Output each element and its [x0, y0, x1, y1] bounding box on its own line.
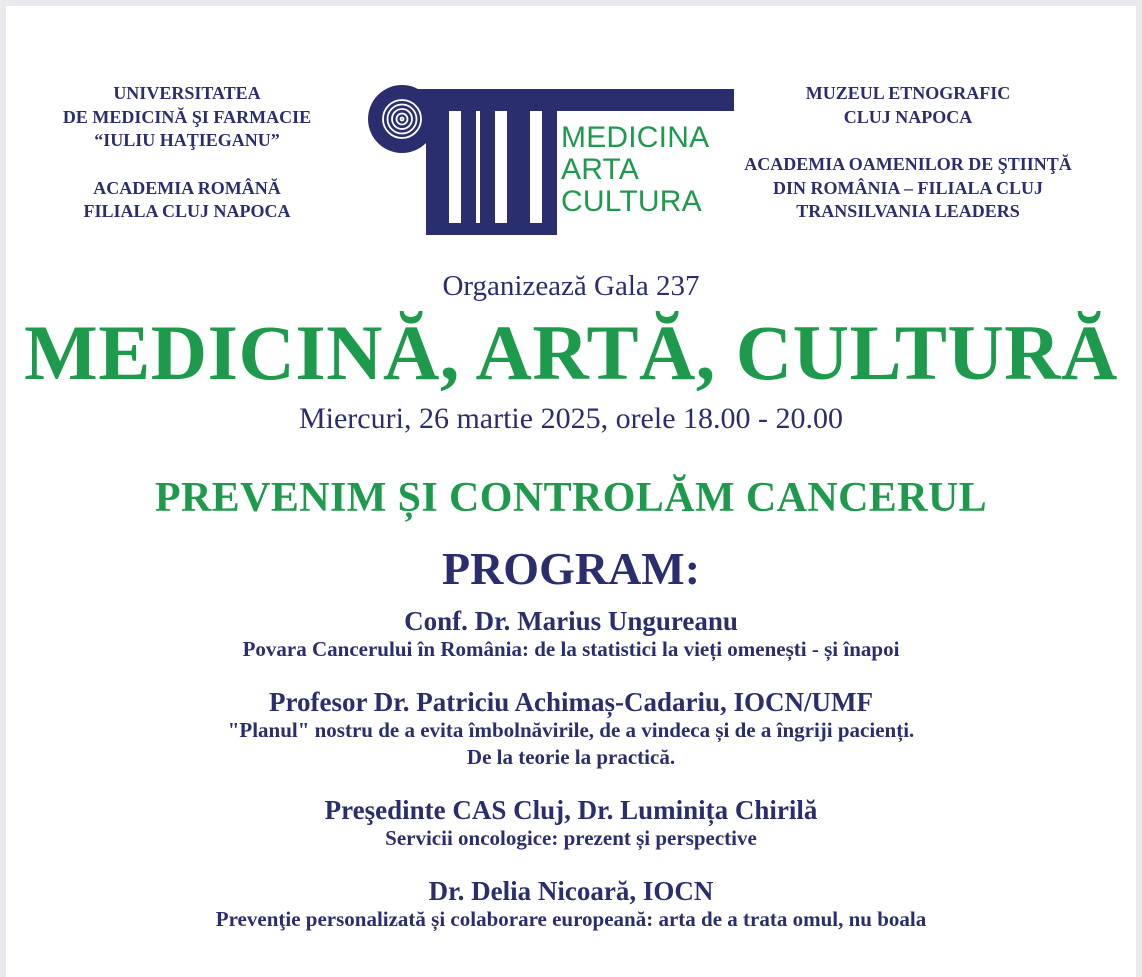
logo-line: CULTURA — [561, 185, 702, 218]
program-item — [6, 687, 1136, 771]
program-item — [6, 876, 1136, 933]
program-item — [6, 795, 1136, 852]
speaker-name: Conf. Dr. Marius Ungureanu — [404, 606, 738, 636]
header-left-line: UNIVERSITATEA — [113, 83, 261, 103]
event-title: MEDICINĂ, ARTĂ, CULTURĂ — [24, 309, 1118, 396]
poster-page — [6, 6, 1136, 977]
talk-topic: Servicii oncologice: prezent și perspective — [385, 826, 757, 850]
speaker-name: Dr. Delia Nicoară, IOCN — [428, 876, 714, 906]
program-item — [6, 606, 1136, 663]
header-left-line: ACADEMIA ROMÂNĂ — [93, 177, 281, 198]
header-left-line: FILIALA CLUJ NAPOCA — [83, 201, 291, 221]
event-date: Miercuri, 26 martie 2025, orele 18.00 - 20.00 — [298, 402, 844, 435]
talk-topic: Povara Cancerului în România: de la statistici la vieți omenești - și înapoi — [242, 637, 900, 661]
talk-topic: De la teorie la practică. — [466, 745, 676, 769]
header-right-line: CLUJ NAPOCA — [843, 106, 973, 127]
program-heading: PROGRAM: — [441, 543, 701, 594]
header-right-line: ACADEMIA OAMENILOR DE ŞTIINŢĂ — [744, 154, 1072, 174]
event-subtitle: PREVENIM ȘI CONTROLĂM CANCERUL — [154, 475, 988, 521]
speaker-name: Preşedinte CAS Cluj, Dr. Luminița Chirilă — [324, 795, 818, 825]
header-left-line: “IULIU HAŢIEGANU” — [94, 130, 280, 150]
header-right-organizers — [706, 82, 1110, 224]
header-left-line: DE MEDICINĂ ŞI FARMACIE — [62, 106, 312, 127]
header-right-line: MUZEUL ETNOGRAFIC — [805, 83, 1011, 103]
talk-topic: Prevenţie personalizată și colaborare europeană: arta de a trata omul, nu boala — [215, 907, 927, 931]
program-list — [6, 606, 1136, 957]
header-right-line: DIN ROMÂNIA – FILIALA CLUJ — [772, 177, 1044, 198]
logo-line: MEDICINA — [561, 121, 710, 154]
header-right-line: TRANSILVANIA LEADERS — [796, 201, 1020, 221]
header-left-organizers — [28, 82, 346, 224]
organizes-line: Organizează Gala 237 — [442, 270, 700, 302]
logo-line: ARTA — [561, 153, 640, 186]
logo-wordmark — [561, 122, 709, 218]
talk-topic: "Planul" nostru de a evita îmbolnăvirile, de a vindeca și de a îngriji pacienți. — [227, 718, 915, 742]
speaker-name: Profesor Dr. Patriciu Achimaș-Cadariu, IOCN/UMF — [269, 687, 873, 717]
